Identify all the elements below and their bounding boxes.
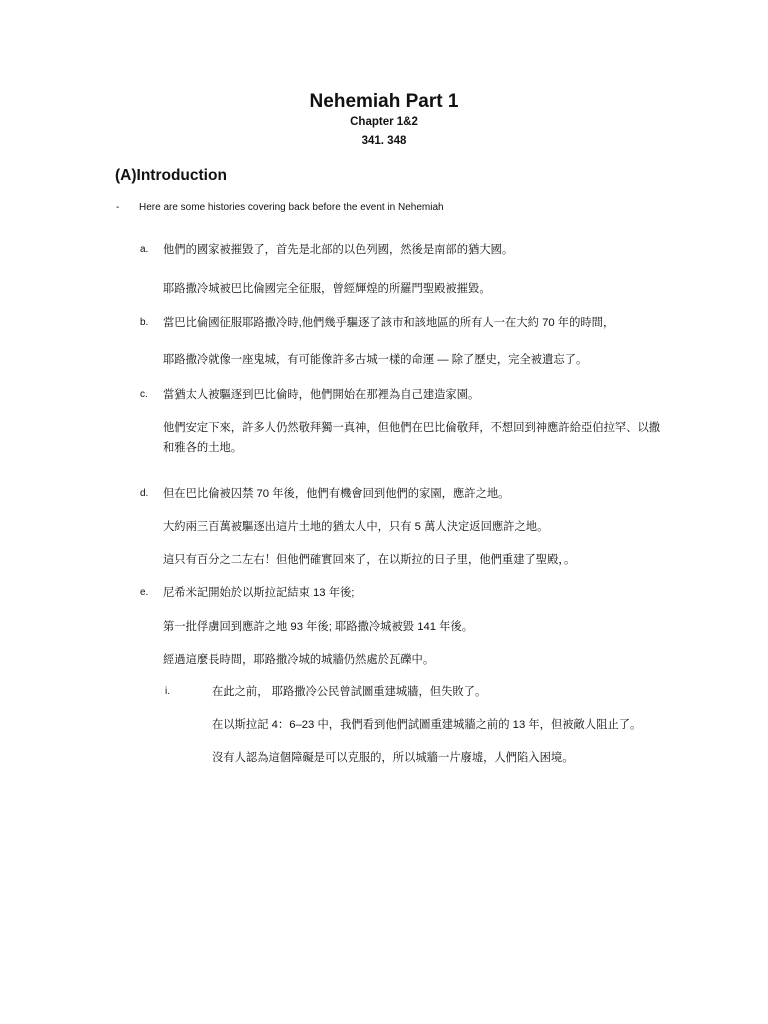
item-d-line-1: 但在巴比倫被囚禁 70 年後，他們有機會回到他們的家園，應許之地。	[163, 488, 510, 500]
intro-text: Here are some histories covering back before the event in Nehemiah	[139, 202, 444, 213]
item-c-line-1: 當猶太人被驅逐到巴比倫時，他們開始在那裡為自己建造家園。	[163, 389, 480, 401]
item-e-marker: e.	[140, 587, 149, 598]
subitem-i-marker: i.	[165, 686, 170, 697]
item-c-line-2: 他們安定下來，許多人仍然敬拜獨一真神，但他們在巴比倫敬拜，不想回到神應許給亞伯拉罕、以撒	[163, 422, 661, 434]
item-b-line-1: 當巴比倫國征服耶路撒冷時,他們幾乎驅逐了該市和該地區的所有人一在大約 70 年的時間，	[163, 317, 615, 329]
item-d-line-2: 大約兩三百萬被驅逐出這片土地的猶太人中，只有 5 萬人決定返回應許之地。	[163, 521, 549, 533]
section-heading: (A)Introduction	[115, 167, 227, 184]
item-e-line-3: 經過這麼長時間，耶路撒冷城的城牆仍然處於瓦礫中。	[163, 654, 435, 666]
page-title: Nehemiah Part 1	[309, 91, 459, 112]
page-numbers: 341. 348	[361, 135, 407, 147]
subitem-i-line-2: 在以斯拉記 4：6–23 中，我們看到他們試圖重建城牆之前的 13 年，但被敵人阻止了。	[212, 719, 642, 731]
item-a-line-2: 耶路撒冷城被巴比倫國完全征服，曾經輝煌的所羅門聖殿被摧毀。	[163, 283, 491, 295]
item-c-marker: c.	[140, 389, 148, 400]
item-a-marker: a.	[140, 244, 149, 255]
subitem-i-line-3: 沒有人認為這個障礙是可以克服的，所以城牆一片廢墟，人們陷入困境。	[212, 752, 574, 764]
item-c-line-3: 和雅各的土地。	[163, 442, 243, 454]
item-d-line-3: 這只有百分之二左右！但他們確實回來了，在以斯拉的日子里，他們重建了聖殿，。	[163, 554, 576, 566]
item-a-line-1: 他們的國家被摧毀了，首先是北部的以色列國，然後是南部的猶大國。	[163, 244, 514, 256]
item-e-line-2: 第一批俘虜回到應許之地 93 年後; 耶路撒冷城被毀 141 年後。	[163, 621, 474, 633]
intro-bullet-marker: -	[116, 202, 120, 213]
item-b-line-2: 耶路撒冷就像一座鬼城，有可能像許多古城一樣的命運 — 除了歷史，完全被遺忘了。	[163, 354, 588, 366]
item-e-line-1: 尼希米記開始於以斯拉記結束 13 年後;	[163, 587, 355, 599]
item-b-marker: b.	[140, 317, 149, 328]
chapter-subtitle: Chapter 1&2	[350, 116, 418, 128]
subitem-i-line-1: 在此之前， 耶路撒冷公民曾試圖重建城牆，但失敗了。	[212, 686, 487, 698]
item-d-marker: d.	[140, 488, 149, 499]
